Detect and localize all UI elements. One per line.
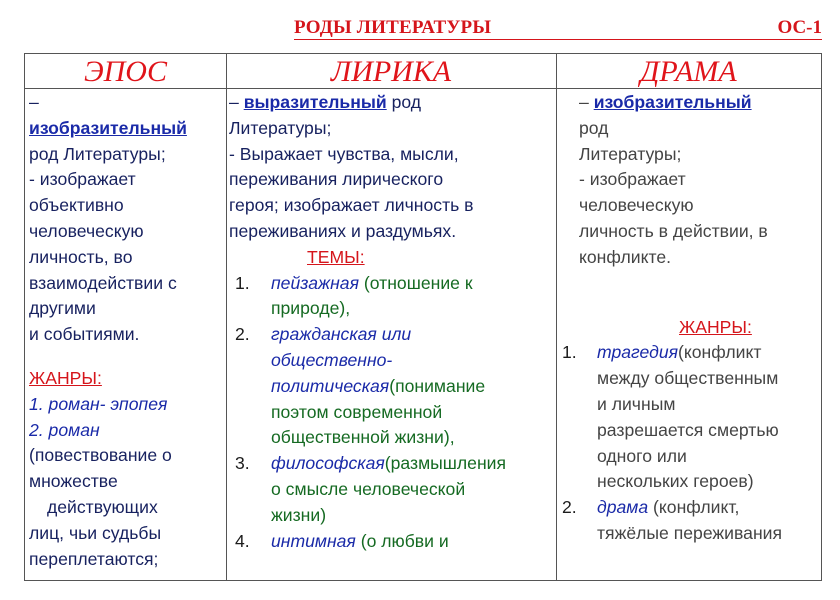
drama-type-line: род bbox=[579, 117, 609, 138]
list-number: 4. bbox=[235, 530, 250, 551]
lyrics-type: выразительный bbox=[243, 92, 387, 112]
lyrics-cell bbox=[229, 90, 554, 580]
drama-genres-list bbox=[559, 340, 821, 546]
drama-desc-line: - изображает bbox=[579, 169, 686, 190]
genre-desc: разрешается смертью bbox=[597, 419, 779, 440]
epos-desc-line: другими bbox=[29, 298, 96, 319]
list-item bbox=[559, 495, 821, 547]
epos-type: изобразительный bbox=[29, 117, 187, 138]
list-number: 2. bbox=[235, 324, 250, 345]
theme-desc: жизни) bbox=[271, 504, 327, 525]
literature-genres-table bbox=[24, 53, 822, 581]
theme-name: пейзажная bbox=[271, 272, 359, 293]
genre-desc: нескольких героев) bbox=[597, 471, 754, 492]
genre-desc: (конфликт, bbox=[648, 497, 740, 518]
drama-dash: – bbox=[579, 92, 589, 112]
lyrics-desc-line: переживания лирического bbox=[229, 169, 444, 190]
epos-type-rest: род Литературы; bbox=[29, 143, 166, 164]
list-item bbox=[229, 271, 554, 323]
drama-desc-line: личность в действии, в bbox=[579, 220, 768, 241]
list-item bbox=[229, 529, 554, 555]
epos-genre-2-desc: лиц, чьи судьбы bbox=[29, 522, 162, 543]
drama-type-line: Литературы; bbox=[579, 143, 682, 164]
theme-name: политическая bbox=[271, 375, 390, 396]
list-item bbox=[229, 322, 554, 451]
drama-type: изобразительный bbox=[593, 92, 752, 112]
epos-desc-line: объективно bbox=[29, 195, 124, 216]
epos-genre-2: 2. роман bbox=[29, 419, 100, 440]
epos-genre-2-desc: (повествование о bbox=[29, 445, 172, 466]
drama-genres-label: ЖАНРЫ: bbox=[679, 316, 752, 337]
genre-desc: тяжёлые переживания bbox=[597, 522, 783, 543]
lyrics-type-line bbox=[229, 90, 554, 116]
genre-desc: между общественным bbox=[597, 368, 779, 389]
theme-desc: природе), bbox=[271, 298, 351, 319]
lyrics-themes-list bbox=[229, 271, 554, 555]
title-underline bbox=[294, 39, 822, 40]
theme-name: гражданская или bbox=[271, 324, 412, 345]
list-number: 1. bbox=[562, 342, 577, 363]
epos-desc-line: человеческую bbox=[29, 220, 144, 241]
epos-desc-line: - изображает bbox=[29, 169, 136, 190]
spacer bbox=[559, 271, 821, 315]
theme-name: философская bbox=[271, 453, 385, 474]
drama-cell bbox=[559, 90, 821, 580]
epos-desc-line: взаимодействии с bbox=[29, 272, 177, 293]
theme-desc: (размышления bbox=[384, 453, 507, 474]
drama-desc-line: человеческую bbox=[579, 195, 694, 216]
epos-desc-line: и событиями. bbox=[29, 324, 140, 345]
list-number: 1. bbox=[235, 272, 250, 293]
drama-desc-line: конфликте. bbox=[579, 246, 672, 267]
lyrics-dash: – bbox=[229, 92, 239, 112]
genre-desc: (конфликт bbox=[678, 342, 762, 363]
epos-genre-2-desc: действующих bbox=[47, 496, 158, 517]
theme-desc: общественной жизни), bbox=[271, 427, 455, 448]
genre-name: трагедия bbox=[597, 342, 679, 363]
lyrics-type-line: Литературы; bbox=[229, 117, 332, 138]
list-number: 2. bbox=[562, 497, 577, 518]
genre-desc: и личным bbox=[597, 393, 676, 414]
epos-genre-1: 1. роман- эпопея bbox=[29, 393, 168, 414]
epos-genres-label: ЖАНРЫ: bbox=[29, 367, 102, 388]
epos-cell bbox=[29, 90, 224, 580]
lyrics-desc-line: - Выражает чувства, мысли, bbox=[229, 143, 459, 164]
epos-dash: – bbox=[29, 92, 39, 112]
column-heading-epos: ЭПОС bbox=[84, 55, 167, 88]
spacer bbox=[29, 348, 224, 366]
lyrics-desc-line: героя; изображает личность в bbox=[229, 195, 474, 216]
theme-name: интимная bbox=[271, 530, 356, 551]
column-heading-drama: ДРАМА bbox=[640, 55, 737, 88]
drama-type-line bbox=[559, 90, 821, 116]
theme-desc: (отношение к bbox=[359, 272, 473, 293]
list-number: 3. bbox=[235, 453, 250, 474]
genre-desc: одного или bbox=[597, 445, 687, 466]
document-code: ОС-1 bbox=[777, 17, 822, 38]
genre-name: драма bbox=[597, 497, 649, 518]
theme-desc: поэтом современной bbox=[271, 401, 443, 422]
epos-desc-line: личность, во bbox=[29, 246, 133, 267]
theme-desc: (о любви и bbox=[355, 530, 449, 551]
lyrics-themes-label: ТЕМЫ: bbox=[307, 246, 365, 267]
lyrics-type-rest: род bbox=[386, 92, 422, 112]
column-heading-lyrics: ЛИРИКА bbox=[330, 55, 452, 88]
theme-desc: (понимание bbox=[389, 375, 486, 396]
theme-desc: о смысле человеческой bbox=[271, 478, 466, 499]
column-divider bbox=[226, 54, 227, 580]
column-divider bbox=[556, 54, 557, 580]
epos-genre-2-desc: переплетаются; bbox=[29, 548, 159, 569]
lyrics-desc-line: переживаниях и раздумьях. bbox=[229, 220, 457, 241]
list-item bbox=[559, 340, 821, 495]
page-title: РОДЫ ЛИТЕРАТУРЫ bbox=[294, 17, 492, 38]
theme-name: общественно- bbox=[271, 349, 393, 370]
list-item bbox=[229, 451, 554, 528]
epos-genre-2-desc: множестве bbox=[29, 471, 118, 492]
